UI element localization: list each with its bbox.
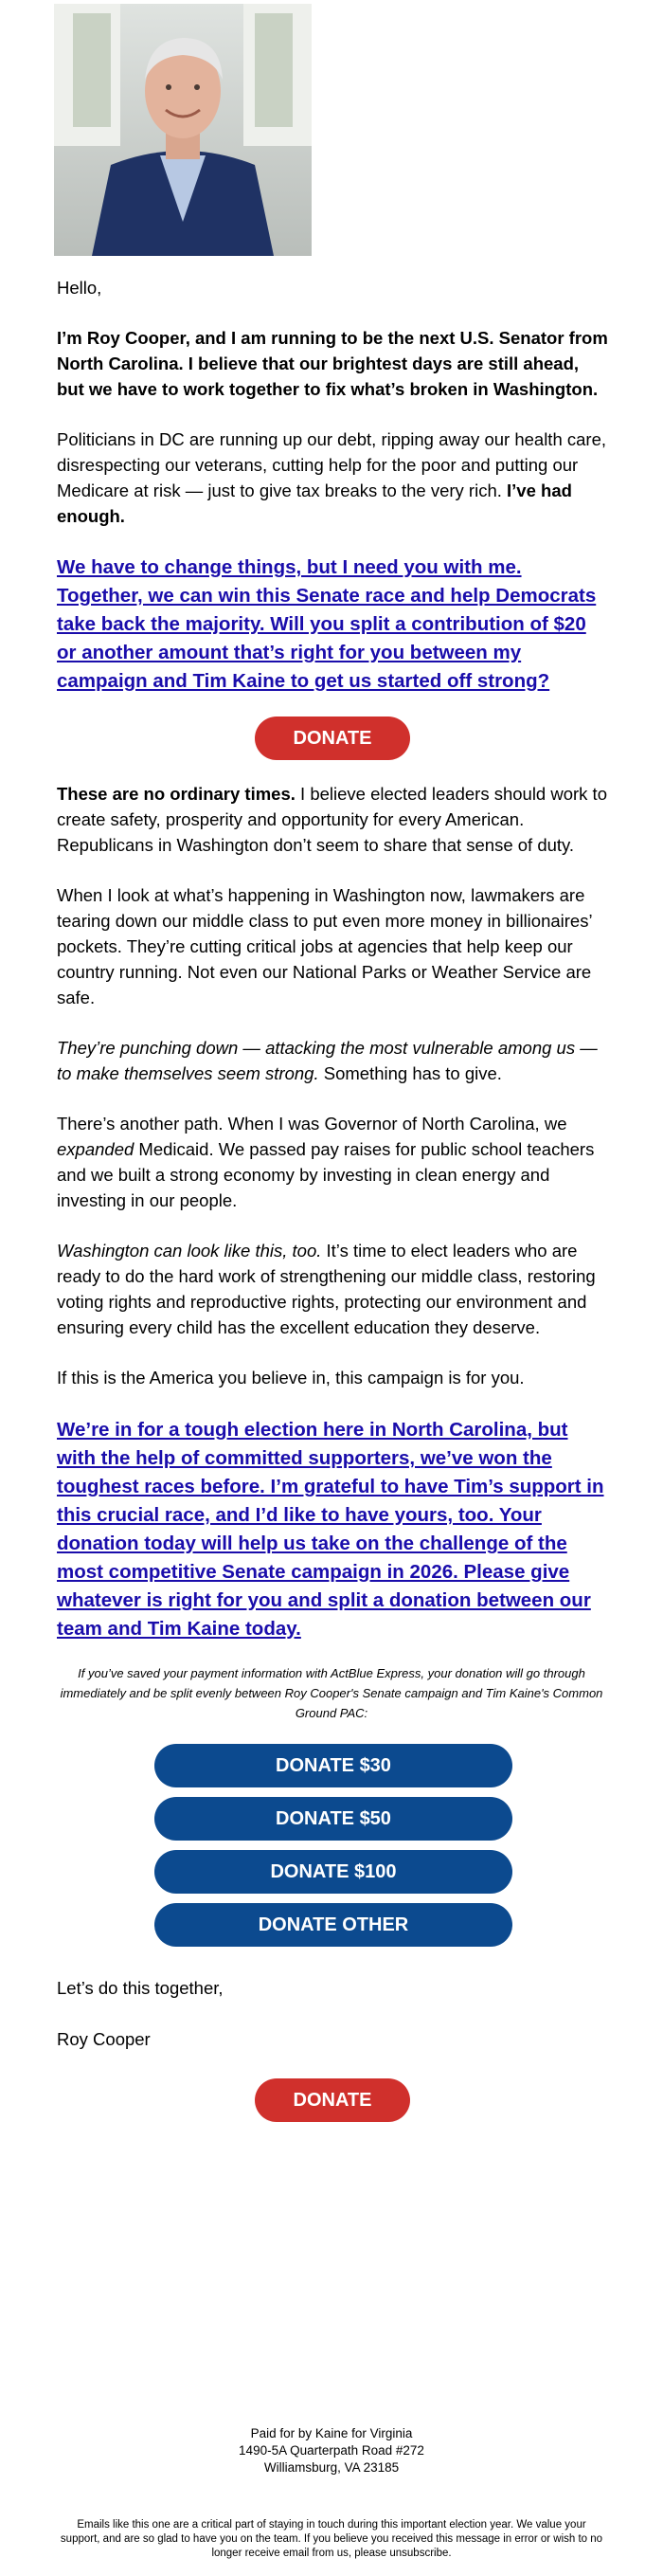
footer-paid-for: Paid for by Kaine for Virginia [250,2426,413,2440]
actblue-note: If you’ve saved your payment information with ActBlue Express, your donation will go through immediately and be split evenly between Roy Cooper's Senate campaign and Tim Kaine's Common Ground PAC: [60,1666,603,1720]
footer-address-line-2: Williamsburg, VA 23185 [263,2460,400,2475]
portrait-image [54,4,312,256]
donate-button-bottom[interactable]: DONATE [255,2078,410,2122]
paragraph-another-path-b: Medicaid. We passed pay raises for public school teachers and we built a strong economy by investing in clean energy and investing in our people. [57,1139,595,1210]
paragraph-another-path [57,1111,608,1213]
footer-disclaimer: Emails like this one are a critical part of staying in touch during this important election year. We value your support, and are so glad to have you on the team. If you believe you received this message in error or wish to no longer receive email from us, please unsubscribe. [60,2519,603,2559]
donate-other-button[interactable]: DONATE OTHER [154,1903,512,1947]
paragraph-debt-text: Politicians in DC are running up our debt, ripping away our health care, disrespecting our veterans, cutting help for the poor and putting our Medicare at risk — just to give tax breaks to the very rich. [57,429,606,500]
candidate-photo [54,4,312,256]
paragraph-america: If this is the America you believe in, this campaign is for you. [57,1368,525,1388]
paragraph-punching-down-italic: They’re punching down — attacking the most vulnerable among us — to make themselves seem strong. [57,1038,598,1083]
paragraph-punching-down-text: Something has to give. [323,1063,502,1083]
paragraph-washington: When I look at what’s happening in Washington now, lawmakers are tearing down our middle class to put even more money in billionaires’ pockets. They’re cutting critical jobs at agencies that help keep our country running. Not even our National Parks or Weather Service are safe. [57,885,592,1007]
donate-30-button[interactable]: DONATE $30 [154,1744,512,1787]
paragraph-no-ordinary-times-bold: These are no ordinary times. [57,784,296,804]
paragraph-look-like-this-italic: Washington can look like this, too. [57,1241,322,1261]
paragraph-no-ordinary-times-text: I believe elected leaders should work to create safety, prosperity and opportunity for every American. Republicans in Washington don’t seem to share that sense of duty. [57,784,607,855]
paragraph-no-ordinary-times [57,781,608,858]
donation-ask-link-1[interactable]: We have to change things, but I need you with me. Together, we can win this Senate race and help Democrats take back the majority. Will you split a contribution of $20 or another amount that’s right for you between my campaign and Tim Kaine to get us started off strong? [57,556,597,692]
paragraph-debt [57,426,608,529]
donation-ask-link-2[interactable]: We’re in for a tough election here in North Carolina, but with the help of committed supporters, we’ve won the toughest races before. I’m grateful to have Tim’s support in this crucial race, and I’d like to have yours, too. Your donation today will help us take on the challenge of the most competitive Senate campaign in 2026. Please give whatever is right for you and split a donation between our team and Tim Kaine today. [57,1419,604,1640]
paragraph-punching-down [57,1035,608,1086]
footer-address-line-1: 1490-5A Quarterpath Road #272 [239,2443,424,2458]
paragraph-debt-bold: I’ve had enough. [57,481,572,526]
paragraph-look-like-this-text: It’s time to elect leaders who are ready to do the hard work of strengthening our middle class, restoring voting rights and reproductive rights, protecting our environment and ensuring every child has the excellent education they deserve. [57,1241,596,1337]
intro-paragraph: I’m Roy Cooper, and I am running to be the next U.S. Senator from North Carolina. I believe that our brightest days are still ahead, but we have to work together to fix what’s broken in Washington. [57,328,608,399]
closing-line: Let’s do this together, [57,1978,224,1998]
donate-100-button[interactable]: DONATE $100 [154,1850,512,1894]
donate-50-button[interactable]: DONATE $50 [154,1797,512,1841]
signature: Roy Cooper [57,2029,151,2049]
donate-button-top[interactable]: DONATE [255,717,410,760]
paragraph-another-path-a: There’s another path. When I was Governor of North Carolina, we [57,1114,567,1134]
greeting: Hello, [57,278,102,298]
paragraph-look-like-this [57,1238,608,1340]
paragraph-another-path-italic: expanded [57,1139,134,1159]
